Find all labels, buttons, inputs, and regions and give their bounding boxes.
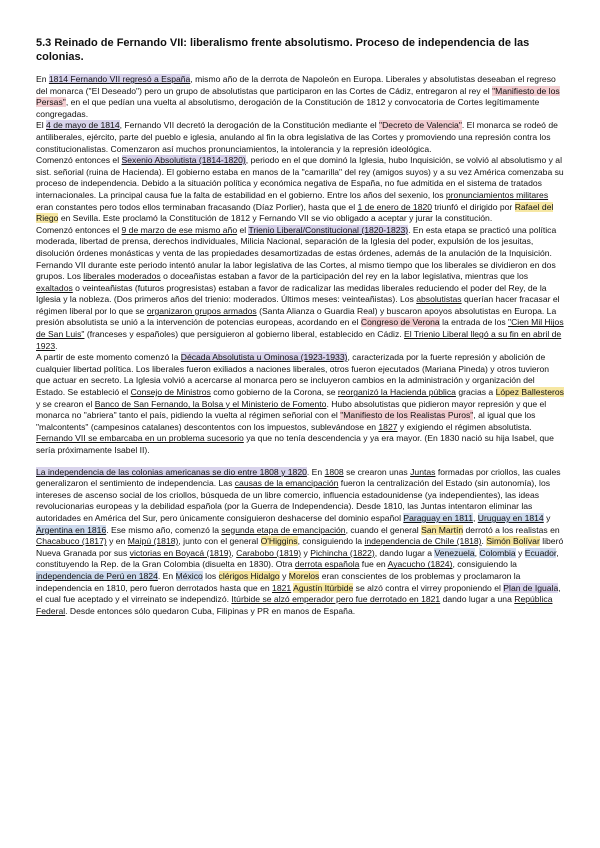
text-run: y se crearon el xyxy=(36,398,95,409)
text-run: , xyxy=(474,547,480,558)
highlighted-text: "Cien Mil Hijos de San Luis" xyxy=(36,317,564,340)
text-run: , periodo en el que dominó la Iglesia, hubo Inquisición, se volvió al absolutismo y al sist. señorial (ruina de Hacienda). El gobierno estaba en manos de la "camarilla" del rey (amigos suyos) y a su vez América comenzaba su proceso de independencia. Debido a la situación política y económica negativa de España, no fue admitida en el sistema de tratados internacionales. La principal causa fue la falta de estabilidad en el gobierno. Entre los años del sexenio, los xyxy=(36,155,564,200)
text-run: , xyxy=(472,512,478,523)
text-run: derrotó a los realistas en xyxy=(463,524,560,535)
text-run: y en xyxy=(106,536,128,547)
text-run: fue en xyxy=(359,559,388,570)
text-run: gracias a xyxy=(455,387,496,398)
text-run: Comenzó entonces el xyxy=(36,155,122,166)
highlighted-text: Trienio Liberal/Constitucional (1820-1823) xyxy=(248,224,409,235)
highlighted-text: Ecuador xyxy=(524,547,557,558)
highlighted-text: Congreso de Verona xyxy=(360,317,440,328)
text-run: y xyxy=(279,570,289,581)
highlighted-text: Consejo de Ministros xyxy=(130,387,211,398)
text-run: , caracterizada por la fuerte represión y abolición de cualquier libertad política. Los liberales fueron exiliados a naciones liberales, otros fueron ejecutados (Mariana Pineda) y otros tuvieron que actuar en secreto. La Iglesia volvió a acercarse al monarca pero se incluyeron cambios en la administración y organización del Estado. Se estableció el xyxy=(36,352,550,398)
highlighted-text: 1808 xyxy=(324,466,344,477)
highlighted-text: Simón Bolívar xyxy=(486,536,540,547)
highlighted-text: 1821 xyxy=(272,582,292,593)
text-run: , Fernando VII decretó la derogación de la Constitución mediante el xyxy=(119,120,380,131)
highlighted-text: Maipú (1818) xyxy=(127,536,179,547)
highlighted-text: 9 de marzo de ese mismo año xyxy=(121,224,238,235)
highlighted-text: Ayacucho (1824) xyxy=(387,559,453,570)
document-title: 5.3 Reinado de Fernando VII: liberalismo frente absolutismo. Proceso de independencia de las colonias. xyxy=(36,37,530,63)
highlighted-text: Chacabuco (1817) xyxy=(36,536,107,547)
text-run: se crearon unas xyxy=(343,466,411,477)
text-run: . Ese mismo año, comenzó la xyxy=(106,524,222,535)
highlighted-text: Itúrbide se alzó emperador pero fue derrotado en 1821 xyxy=(231,594,441,605)
text-run: los xyxy=(202,570,219,581)
section-reinado xyxy=(36,74,564,457)
highlighted-text: 4 de mayo de 1814 xyxy=(46,120,120,131)
text-run: , en el que pedían una vuelta al absolutismo, derogación de la Constitución de 1812 y convocatoria de Cortes legítimamente congregadas. xyxy=(36,97,540,119)
highlighted-text: Banco de San Fernando, la Bolsa y el Ministerio de Fomento xyxy=(94,398,327,409)
highlighted-text: "Manifiesto de los Realistas Puros" xyxy=(340,410,474,421)
highlighted-text: Paraguay en 1811 xyxy=(403,512,473,523)
highlighted-text: causas de la emancipación xyxy=(234,478,339,489)
text-run: o doceañistas estaban a favor de la participación del rey en la labor legislativa, mientras que los xyxy=(160,271,529,282)
highlighted-text: La independencia de las colonias americanas se dio entre 1808 y 1820 xyxy=(36,466,307,477)
text-run: , cuando el general xyxy=(345,524,422,535)
highlighted-text: Rafael del Riego xyxy=(36,201,554,224)
highlighted-text: derrota española xyxy=(294,559,360,570)
text-run: , junto con el general xyxy=(178,536,261,547)
text-run: la entrada de los xyxy=(439,317,509,328)
highlighted-text: 1827 xyxy=(378,421,398,432)
highlighted-text: 1 de enero de 1820 xyxy=(357,201,433,212)
highlighted-text: Pichincha (1822) xyxy=(310,547,375,558)
text-run: (Santa Alianza o Guardia Real) y buscaron apoyos absolutistas en Europa. La presión absolutista se unió a la intervención de potencias europeas, acordando en el xyxy=(36,305,557,328)
text-run: (franceses y españoles) que persiguieron al gobierno liberal, establecido en Cádiz. xyxy=(84,329,405,340)
highlighted-text: victorias en Boyacá (1819) xyxy=(129,547,232,558)
highlighted-text: Fernando VII se embarcaba en un problema sucesorio xyxy=(36,433,244,444)
highlighted-text: Venezuela xyxy=(434,547,475,558)
text-run: formadas por criollos, las cuales generalizaron el sentimiento de independencia. Las xyxy=(36,466,561,489)
text-run: o veinteañistas (futuros progresistas) estaban a favor de radicalizar las medidas liberales reduciendo el poder del Rey, de la Iglesia y la nobleza. (Dos primeros años del trienio: moderados. Últimos meses: veinteañistas). Los xyxy=(36,282,547,305)
highlighted-text: pronunciamientos militares xyxy=(445,189,549,200)
highlighted-text: 1814 Fernando VII regresó a España xyxy=(48,74,191,84)
text-run: , mismo año de la derrota de Napoleón en Europa. Liberales y absolutistas deseaban el regreso del monarca ("El Deseado") pero un grupo de absolutistas que participaron en las Cortes de Cádiz, entregaron al rey el xyxy=(36,74,556,96)
highlighted-text: López Ballesteros xyxy=(495,387,564,398)
highlighted-text: absolutistas xyxy=(416,294,462,305)
text-run: dando lugar a una xyxy=(440,594,515,605)
text-run: . xyxy=(55,340,58,351)
text-run: querían hacer fracasar el régimen liberal por lo que se xyxy=(36,294,560,316)
text-run: en Sevilla. Este proclamó la Constitución de 1812 y Fernando VII se vio obligado a aceptar y jurar la constitución. xyxy=(58,213,493,224)
highlighted-text: independencia de Chile (1818) xyxy=(364,536,482,547)
highlighted-text: México xyxy=(175,570,203,581)
text-run: . Hubo absolutistas que pidieron mayor represión y que el monarca no "abriera" tanto el país, pidiendo la vuelta al régimen señorial con el xyxy=(36,398,547,421)
highlighted-text: liberales moderados xyxy=(83,271,161,282)
section-gap xyxy=(36,457,564,467)
highlighted-text: Década Absolutista u Ominosa (1923-1933) xyxy=(180,352,348,363)
highlighted-text: reorganizó la Hacienda pública xyxy=(337,387,456,398)
text-run: Comenzó entonces el xyxy=(36,224,122,235)
text-run: . En xyxy=(306,466,325,477)
text-run: y xyxy=(301,547,311,558)
highlighted-text: Plan de Iguala xyxy=(503,582,559,593)
highlighted-text: Carabobo (1819) xyxy=(236,547,302,558)
highlighted-text: exaltados xyxy=(36,282,73,293)
text-run: , consiguiendo la xyxy=(452,559,517,570)
highlighted-text: "Decreto de Valencia" xyxy=(379,120,462,131)
highlighted-text: O'Higgins xyxy=(260,536,298,547)
text-run: y exigiendo el régimen absolutista. xyxy=(397,421,532,432)
text-run: se alzó contra el virrey proponiendo el xyxy=(353,582,504,593)
text-run: . En xyxy=(157,570,176,581)
section-independencia xyxy=(36,467,564,618)
text-run: , consiguiendo la xyxy=(297,536,365,547)
text-run: . En esta etapa se practicó una política moderada, libertad de prensa, derechos individuales, Milicia Nacional, separación de la Iglesia del poder, expulsión de los jesuitas, disolución órdenes monásticas y venta de las propiedades desamortizadas de estas órdenes, además de la anulación de la Inquisición. Fernando VII durante este periodo intentó anular la labor legislativa de las Cortes, al mismo tiempo que los liberales se dividieron en dos grupos. Los xyxy=(36,224,557,282)
highlighted-text: Sexenio Absolutista (1814-1820) xyxy=(121,155,246,166)
text-run: ya que no tenía descendencia y ya era mayor. (En 1830 nació su hija Isabel, que sería próximamente Isabel II). xyxy=(36,433,554,455)
text-run: , el cual fue aceptado y el virreinato se independizó. xyxy=(36,582,561,605)
text-run: el xyxy=(237,224,249,235)
text-run: . xyxy=(481,536,487,547)
highlighted-text: Argentina en 1816 xyxy=(36,524,107,535)
highlighted-text: independencia de Perú en 1824 xyxy=(36,570,158,581)
highlighted-text: Colombia xyxy=(479,547,516,558)
highlighted-text: República Federal xyxy=(36,594,553,616)
text-run: y xyxy=(543,512,551,523)
highlighted-text: Agustín Itúrbide xyxy=(293,582,354,593)
highlighted-text: clérigos Hidalgo xyxy=(218,570,280,581)
text-run: , constituyendo la Rep. de la Gran Colombia (disuelta en 1830). Otra xyxy=(36,547,559,570)
text-run: fueron la centralización del Estado (sin autonomía), los intereses de ascenso social de los criollos, búsqueda de un libre comercio, influencia estadounidense (ya independientes), las ideas revolucionarias europeas y la debilidad española (por la Guerra de Independencia). Desde 1810, las Juntas intentaron eliminar las autoridades en América del Sur, pero únicamente consiguieron deshacerse del dominio español xyxy=(36,478,551,523)
highlighted-text: Uruguay en 1814 xyxy=(477,512,544,523)
highlighted-text: "Manifiesto de los Persas" xyxy=(36,85,560,108)
text-run: En xyxy=(36,74,49,84)
highlighted-text: Morelos xyxy=(288,570,320,581)
text-run: A partir de este momento comenzó la xyxy=(36,352,181,363)
text-run: y xyxy=(515,547,525,558)
highlighted-text: El Trienio Liberal llegó a su fin en abril de 1923 xyxy=(36,329,562,351)
highlighted-text: segunda etapa de emancipación xyxy=(221,524,346,535)
highlighted-text: organizaron grupos armados xyxy=(146,305,257,316)
text-run: triunfó el dirigido por xyxy=(432,201,515,212)
text-run: eran constantes pero todos ellos terminaban fracasando (Díaz Porlier), hasta que el xyxy=(36,201,358,212)
text-run: . El monarca se rodeó de antiliberales, ejército, parte del pueblo e iglesia, anulando al fin la obra legislativa de las Cortes y promoviendo una represión contra los constitucionalistas. Comenzaron así muchos pronunciamientos, la intolerancia y la represión ideológica. xyxy=(36,120,558,154)
text-run: como gobierno de la Corona, se xyxy=(210,387,338,398)
text-run: El xyxy=(36,120,47,131)
text-run: eran conscientes de los problemas y proclamaron la independencia en 1810, pero fueron derrotados hasta que en xyxy=(36,570,521,593)
highlighted-text: San Martín xyxy=(421,524,464,535)
text-run: , xyxy=(231,547,237,558)
text-run: liberó Nueva Granada por sus xyxy=(36,536,564,558)
highlighted-text: Juntas xyxy=(410,466,436,477)
text-run: , dando lugar a xyxy=(374,547,435,558)
text-run: . Desde entonces sólo quedaron Cuba, Filipinas y PR en manos de España. xyxy=(65,605,356,616)
text-run: , al igual que los "malcontents" (campesinos catalanes) descontentos con los impuestos, sublevándose en xyxy=(36,410,536,432)
